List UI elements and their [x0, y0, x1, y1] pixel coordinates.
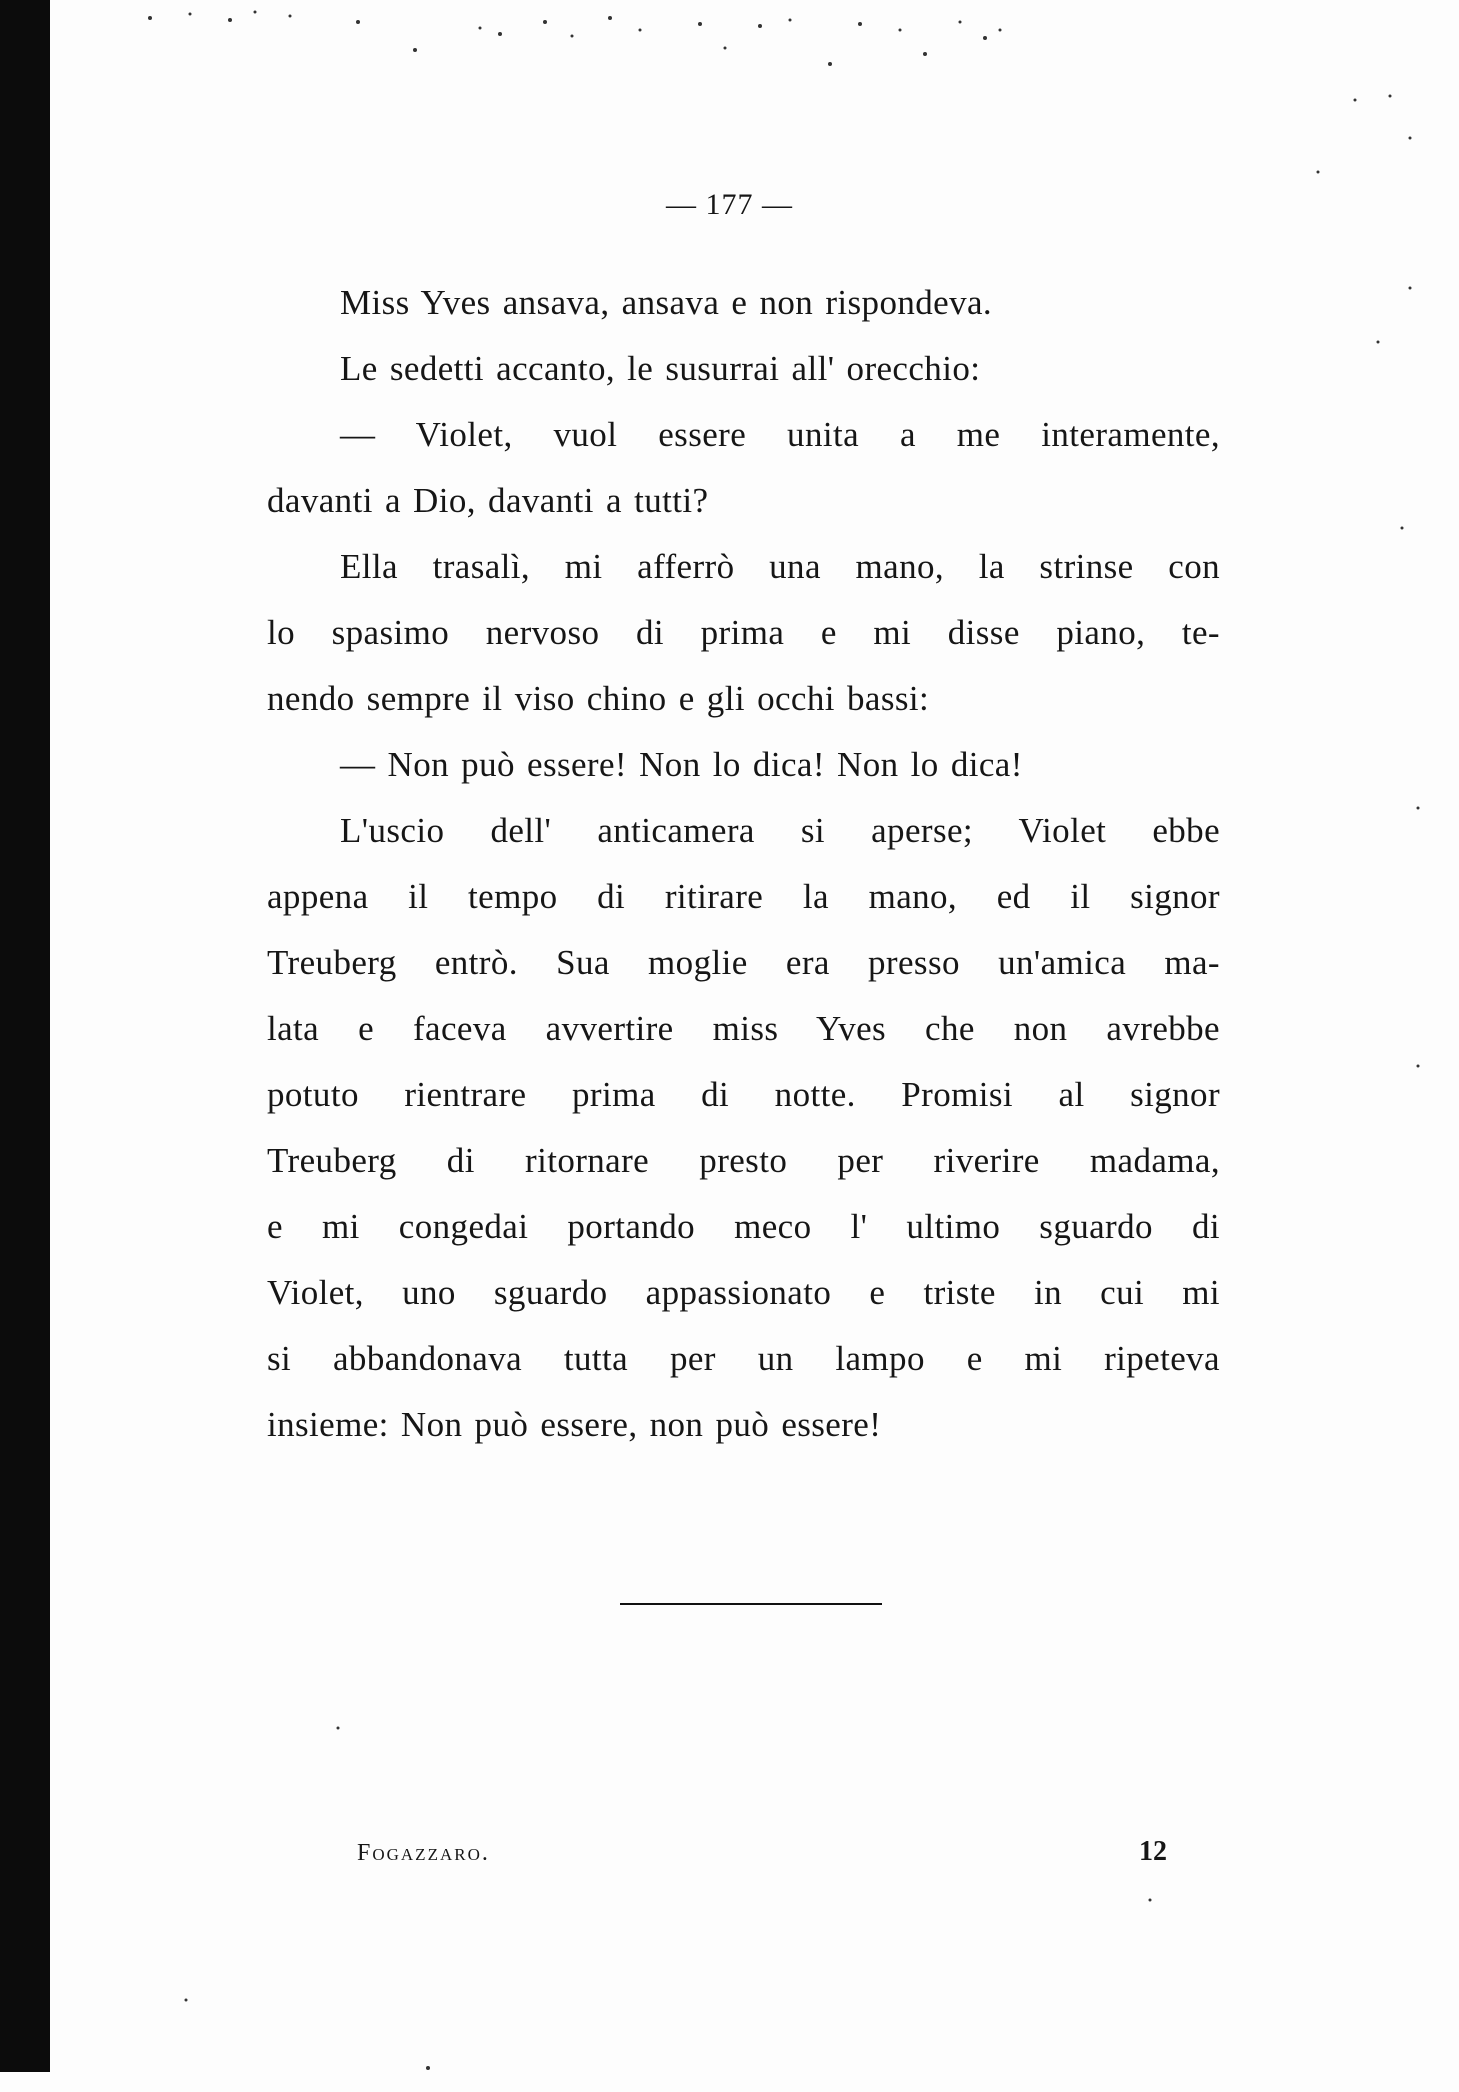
- text-line: Treuberg di ritornare presto per riverire madama,: [267, 1141, 1220, 1180]
- text-line: L'uscio dell' anticamera si aperse; Violet ebbe: [340, 811, 1220, 850]
- footer-signature-mark: 12: [1139, 1836, 1167, 1867]
- text-line: davanti a Dio, davanti a tutti?: [267, 481, 709, 520]
- page-number: — 177 —: [666, 188, 793, 221]
- text-line: potuto rientrare prima di notte. Promisi al signor: [267, 1075, 1220, 1114]
- text-line: — Violet, vuol essere unita a me interamente,: [340, 415, 1220, 454]
- section-divider: [620, 1603, 882, 1605]
- text-line: insieme: Non può essere, non può essere!: [267, 1405, 882, 1444]
- text-line: appena il tempo di ritirare la mano, ed il signor: [267, 877, 1220, 916]
- text-line: lata e faceva avvertire miss Yves che non avrebbe: [267, 1009, 1220, 1048]
- text-line: Violet, uno sguardo appassionato e triste in cui mi: [267, 1273, 1220, 1312]
- text-line: Le sedetti accanto, le susurrai all' orecchio:: [340, 349, 981, 388]
- text-line: si abbandonava tutta per un lampo e mi ripeteva: [267, 1339, 1220, 1378]
- text-line: nendo sempre il viso chino e gli occhi bassi:: [267, 679, 930, 718]
- text-line: e mi congedai portando meco l' ultimo sguardo di: [267, 1207, 1220, 1246]
- text-line: lo spasimo nervoso di prima e mi disse piano, te-: [267, 613, 1220, 652]
- text-line: Ella trasalì, mi afferrò una mano, la strinse con: [340, 547, 1220, 586]
- body-text: [267, 270, 1220, 1458]
- text-line: Miss Yves ansava, ansava e non rispondeva.: [340, 283, 993, 322]
- text-line: Treuberg entrò. Sua moglie era presso un'amica ma-: [267, 943, 1220, 982]
- footer-author: Fogazzaro.: [357, 1840, 490, 1866]
- text-line: — Non può essere! Non lo dica! Non lo dica!: [340, 745, 1023, 784]
